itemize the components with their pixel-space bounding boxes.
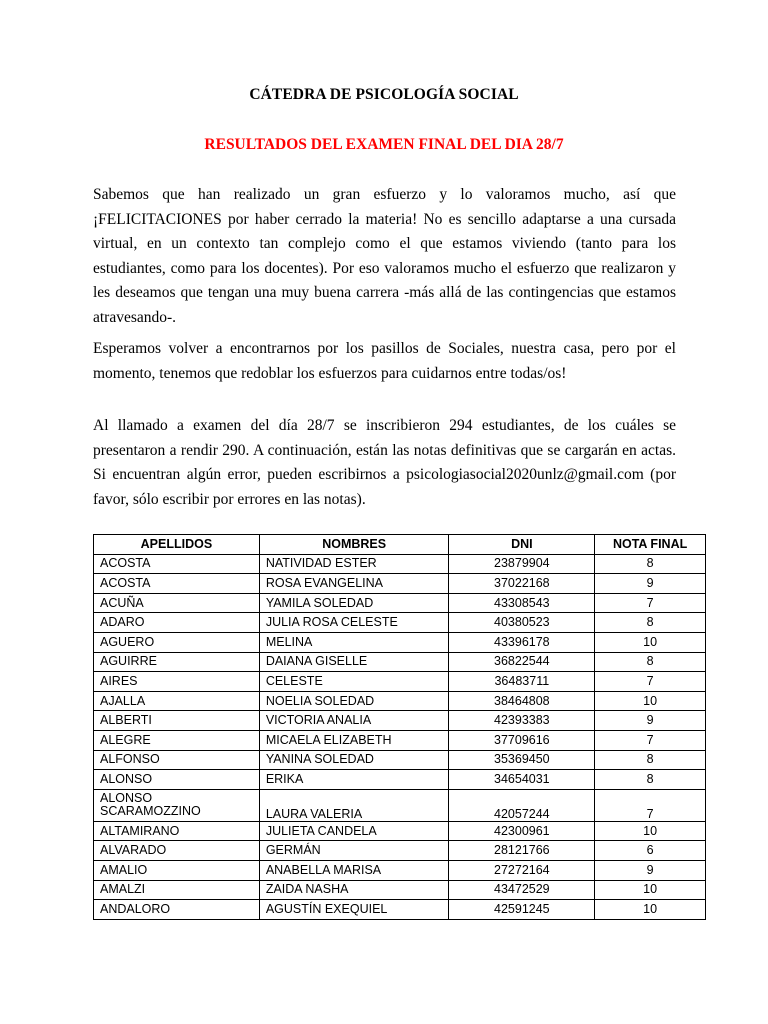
- cell-dni: 43308543: [449, 593, 595, 613]
- cell-nombres: JULIETA CANDELA: [259, 821, 449, 841]
- cell-nota: 9: [595, 860, 706, 880]
- cell-nombres: MELINA: [259, 632, 449, 652]
- cell-nombres: ZAIDA NASHA: [259, 880, 449, 900]
- cell-nombres: YAMILA SOLEDAD: [259, 593, 449, 613]
- cell-apellidos: ALONSO SCARAMOZZINO: [94, 789, 260, 821]
- cell-nota: 7: [595, 730, 706, 750]
- cell-nota: 7: [595, 593, 706, 613]
- grades-table: [93, 534, 706, 920]
- cell-apellidos: AGUIRRE: [94, 652, 260, 672]
- cell-nota: 8: [595, 613, 706, 633]
- cell-apellidos: AMALZI: [94, 880, 260, 900]
- cell-nota: 10: [595, 900, 706, 920]
- document-title: CÁTEDRA DE PSICOLOGÍA SOCIAL: [249, 86, 519, 103]
- paragraph-exam-info: Al llamado a examen del día 28/7 se inscribieron 294 estudiantes, de los cuáles se presentaron a rendir 290. A continuación, están las notas definitivas que se cargarán en actas. Si encuentran algún error, pueden escribirnos a psicologiasocial2020unlz@gmail.com (por favor, sólo escribir por errores en las notas).: [93, 417, 676, 508]
- table-row: [94, 554, 706, 574]
- cell-apellidos: ALFONSO: [94, 750, 260, 770]
- cell-nota: 10: [595, 691, 706, 711]
- table-row: [94, 632, 706, 652]
- cell-nota: 8: [595, 554, 706, 574]
- header-nombres: NOMBRES: [259, 535, 449, 555]
- cell-apellidos: ALEGRE: [94, 730, 260, 750]
- cell-dni: 37709616: [449, 730, 595, 750]
- cell-dni: 28121766: [449, 841, 595, 861]
- cell-nombres: MICAELA ELIZABETH: [259, 730, 449, 750]
- cell-dni: 35369450: [449, 750, 595, 770]
- table-row: [94, 691, 706, 711]
- cell-nota: 9: [595, 711, 706, 731]
- table-row: [94, 900, 706, 920]
- paragraph-congratulations: Sabemos que han realizado un gran esfuerzo y lo valoramos mucho, así que ¡FELICITACIONES por haber cerrado la materia! No es sencillo adaptarse a una cursada virtual, en un contexto tan complejo como el que estamos viviendo (tanto para los estudiantes, como para los docentes). Por eso valoramos mucho el esfuerzo que realizaron y les deseamos que tengan una muy buena carrera -más allá de las contingencias que estamos atravesando-.: [93, 186, 676, 326]
- cell-apellidos: ACOSTA: [94, 554, 260, 574]
- table-row: [94, 841, 706, 861]
- cell-nombres: YANINA SOLEDAD: [259, 750, 449, 770]
- table-row: [94, 821, 706, 841]
- cell-nombres: CELESTE: [259, 672, 449, 692]
- cell-nombres: NATIVIDAD ESTER: [259, 554, 449, 574]
- cell-nota: 10: [595, 880, 706, 900]
- cell-apellidos: AJALLA: [94, 691, 260, 711]
- cell-dni: 42300961: [449, 821, 595, 841]
- cell-apellidos: ADARO: [94, 613, 260, 633]
- cell-dni: 34654031: [449, 770, 595, 790]
- table-row: [94, 750, 706, 770]
- cell-apellidos: ACOSTA: [94, 574, 260, 594]
- document-subtitle: RESULTADOS DEL EXAMEN FINAL DEL DIA 28/7: [204, 136, 564, 153]
- cell-apellidos: AMALIO: [94, 860, 260, 880]
- cell-nota: 10: [595, 632, 706, 652]
- paragraph-hope: Esperamos volver a encontrarnos por los pasillos de Sociales, nuestra casa, pero por el momento, tenemos que redoblar los esfuerzos para cuidarnos entre todas/os!: [93, 340, 676, 382]
- table-row: [94, 672, 706, 692]
- cell-dni: 36483711: [449, 672, 595, 692]
- cell-nota: 6: [595, 841, 706, 861]
- cell-nombres: GERMÁN: [259, 841, 449, 861]
- cell-apellidos: ALTAMIRANO: [94, 821, 260, 841]
- cell-dni: 43396178: [449, 632, 595, 652]
- cell-apellidos: ALONSO: [94, 770, 260, 790]
- cell-dni: 42591245: [449, 900, 595, 920]
- header-apellidos: APELLIDOS: [94, 535, 260, 555]
- cell-nombres: NOELIA SOLEDAD: [259, 691, 449, 711]
- cell-dni: 27272164: [449, 860, 595, 880]
- table-row: [94, 880, 706, 900]
- cell-dni: 42057244: [449, 789, 595, 821]
- table-row: [94, 613, 706, 633]
- table-header-row: [94, 535, 706, 555]
- table-row: [94, 711, 706, 731]
- header-dni: DNI: [449, 535, 595, 555]
- table-row: [94, 652, 706, 672]
- cell-dni: 37022168: [449, 574, 595, 594]
- cell-apellidos: ANDALORO: [94, 900, 260, 920]
- cell-apellidos: ALBERTI: [94, 711, 260, 731]
- cell-nota: 8: [595, 652, 706, 672]
- table-row: [94, 730, 706, 750]
- cell-dni: 42393383: [449, 711, 595, 731]
- cell-nombres: LAURA VALERIA: [259, 789, 449, 821]
- cell-nombres: AGUSTÍN EXEQUIEL: [259, 900, 449, 920]
- cell-apellidos: AIRES: [94, 672, 260, 692]
- cell-nota: 8: [595, 770, 706, 790]
- cell-apellidos: AGUERO: [94, 632, 260, 652]
- cell-nombres: ROSA EVANGELINA: [259, 574, 449, 594]
- cell-dni: 40380523: [449, 613, 595, 633]
- cell-nota: 7: [595, 789, 706, 821]
- table-row: [94, 574, 706, 594]
- cell-dni: 36822544: [449, 652, 595, 672]
- table-row: [94, 789, 706, 821]
- header-nota-final: NOTA FINAL: [595, 535, 706, 555]
- cell-nota: 10: [595, 821, 706, 841]
- cell-nota: 7: [595, 672, 706, 692]
- cell-dni: 38464808: [449, 691, 595, 711]
- cell-dni: 23879904: [449, 554, 595, 574]
- cell-nombres: ERIKA: [259, 770, 449, 790]
- cell-nombres: VICTORIA ANALIA: [259, 711, 449, 731]
- cell-nombres: JULIA ROSA CELESTE: [259, 613, 449, 633]
- table-row: [94, 770, 706, 790]
- cell-dni: 43472529: [449, 880, 595, 900]
- cell-nota: 8: [595, 750, 706, 770]
- table-row: [94, 593, 706, 613]
- cell-apellidos: ALVARADO: [94, 841, 260, 861]
- cell-nota: 9: [595, 574, 706, 594]
- cell-nombres: DAIANA GISELLE: [259, 652, 449, 672]
- table-row: [94, 860, 706, 880]
- cell-nombres: ANABELLA MARISA: [259, 860, 449, 880]
- cell-apellidos: ACUÑA: [94, 593, 260, 613]
